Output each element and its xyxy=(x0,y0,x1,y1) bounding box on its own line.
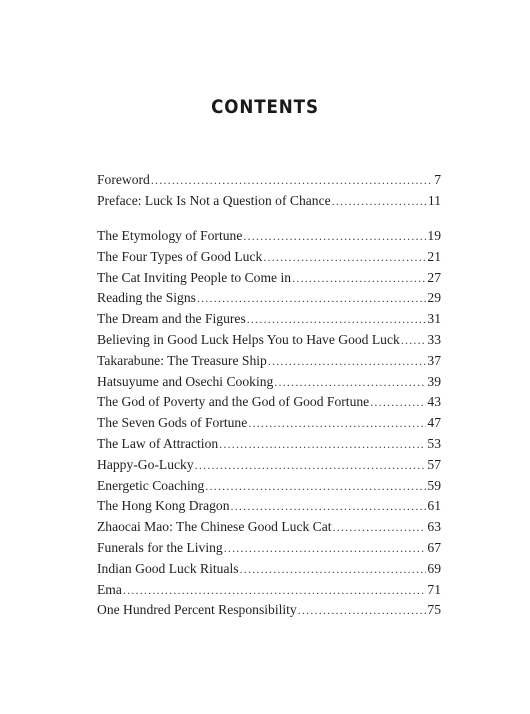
toc-entry[interactable] xyxy=(97,170,441,191)
toc-entry[interactable] xyxy=(97,538,441,559)
toc-entry-title: Indian Good Luck Rituals xyxy=(97,560,239,576)
toc-entry-page: 37 xyxy=(427,352,441,368)
dot-leader xyxy=(123,580,426,601)
toc-entry[interactable] xyxy=(97,392,441,413)
toc-entry-title: One Hundred Percent Responsibility xyxy=(97,602,297,618)
toc-entry-page: 69 xyxy=(427,560,441,576)
toc-entry-page: 59 xyxy=(427,477,441,493)
dot-leader xyxy=(274,372,426,393)
toc-entry-title: Takarabune: The Treasure Ship xyxy=(97,352,267,368)
toc-entry[interactable] xyxy=(97,434,441,455)
dot-leader xyxy=(197,288,426,309)
dot-leader xyxy=(151,170,433,191)
toc-entry-page: 53 xyxy=(427,435,441,451)
toc-entry-title: The Hong Kong Dragon xyxy=(97,498,230,514)
toc-entry-page: 31 xyxy=(427,311,441,327)
toc-entry[interactable] xyxy=(97,309,441,330)
toc-entry[interactable] xyxy=(97,600,441,621)
toc-entry-page: 29 xyxy=(427,290,441,306)
toc-entry-page: 33 xyxy=(427,331,441,347)
toc-entry-title: The Dream and the Figures xyxy=(97,311,246,327)
dot-leader xyxy=(205,476,426,497)
dot-leader xyxy=(332,191,427,212)
toc-entry[interactable] xyxy=(97,288,441,309)
dot-leader xyxy=(263,247,426,268)
toc-entry-page: 57 xyxy=(427,456,441,472)
toc-entry[interactable] xyxy=(97,191,441,212)
toc-entry-title: The Law of Attraction xyxy=(97,435,219,451)
toc-entry[interactable] xyxy=(97,496,441,517)
dot-leader xyxy=(195,455,427,476)
toc-entry-title: Funerals for the Living xyxy=(97,539,223,555)
toc-entry-title: The Seven Gods of Fortune xyxy=(97,415,248,431)
dot-leader xyxy=(268,351,427,372)
toc-entry-title: The Cat Inviting People to Come in xyxy=(97,269,292,285)
toc-entry-title: The Four Types of Good Luck xyxy=(97,248,263,264)
dot-leader xyxy=(224,538,427,559)
toc-entry[interactable] xyxy=(97,580,441,601)
contents-heading: CONTENTS xyxy=(211,96,319,118)
toc-entry-page: 11 xyxy=(427,192,441,208)
toc-entry-title: Foreword xyxy=(97,172,150,187)
toc-entry-title: The God of Poverty and the God of Good Fortune xyxy=(97,394,370,410)
dot-leader xyxy=(231,496,427,517)
toc-entry-title: Reading the Signs xyxy=(97,290,196,306)
toc-entry-title: Zhaocai Mao: The Chinese Good Luck Cat xyxy=(97,519,332,535)
toc-entry-page: 47 xyxy=(427,415,441,431)
dot-leader xyxy=(247,309,427,330)
toc-entry[interactable] xyxy=(97,517,441,538)
toc-entry-page: 71 xyxy=(427,581,441,597)
dot-leader xyxy=(248,413,426,434)
dot-leader xyxy=(243,226,426,247)
toc-entry-page: 75 xyxy=(427,602,441,618)
toc-entry-title: Preface: Luck Is Not a Question of Chance xyxy=(97,192,331,208)
toc-entry-title: Happy-Go-Lucky xyxy=(97,456,194,472)
toc-entry[interactable] xyxy=(97,247,441,268)
toc-entry-page: 19 xyxy=(427,228,441,243)
toc-entry-page: 67 xyxy=(427,539,441,555)
dot-leader xyxy=(292,268,426,289)
toc-entry[interactable] xyxy=(97,330,441,351)
dot-leader xyxy=(333,517,427,538)
dot-leader xyxy=(370,392,426,413)
toc-entry[interactable] xyxy=(97,268,441,289)
toc-entry[interactable] xyxy=(97,476,441,497)
toc-entry-title: Ema xyxy=(97,581,122,597)
toc-entry[interactable] xyxy=(97,372,441,393)
dot-leader xyxy=(219,434,426,455)
toc-entry[interactable] xyxy=(97,455,441,476)
front-matter-list xyxy=(97,170,441,212)
toc-entry-page: 21 xyxy=(427,248,441,264)
toc-entry-title: Hatsuyume and Osechi Cooking xyxy=(97,373,274,389)
toc-entry-page: 43 xyxy=(427,394,441,410)
dot-leader xyxy=(401,330,427,351)
toc-entry-page: 63 xyxy=(427,519,441,535)
toc-entry-page: 61 xyxy=(427,498,441,514)
toc-entry-title: Energetic Coaching xyxy=(97,477,205,493)
toc-entry-page: 27 xyxy=(427,269,441,285)
toc-entry-title: The Etymology of Fortune xyxy=(97,228,243,243)
toc-entry-page: 7 xyxy=(434,172,441,187)
toc-entry[interactable] xyxy=(97,226,441,247)
toc-entry-page: 39 xyxy=(427,373,441,389)
dot-leader xyxy=(298,600,427,621)
toc-entry[interactable] xyxy=(97,559,441,580)
toc-entry-title: Believing in Good Luck Helps You to Have Good Luck xyxy=(97,331,400,347)
chapter-list xyxy=(97,226,441,621)
toc-entry[interactable] xyxy=(97,413,441,434)
toc-entry[interactable] xyxy=(97,351,441,372)
dot-leader xyxy=(240,559,427,580)
